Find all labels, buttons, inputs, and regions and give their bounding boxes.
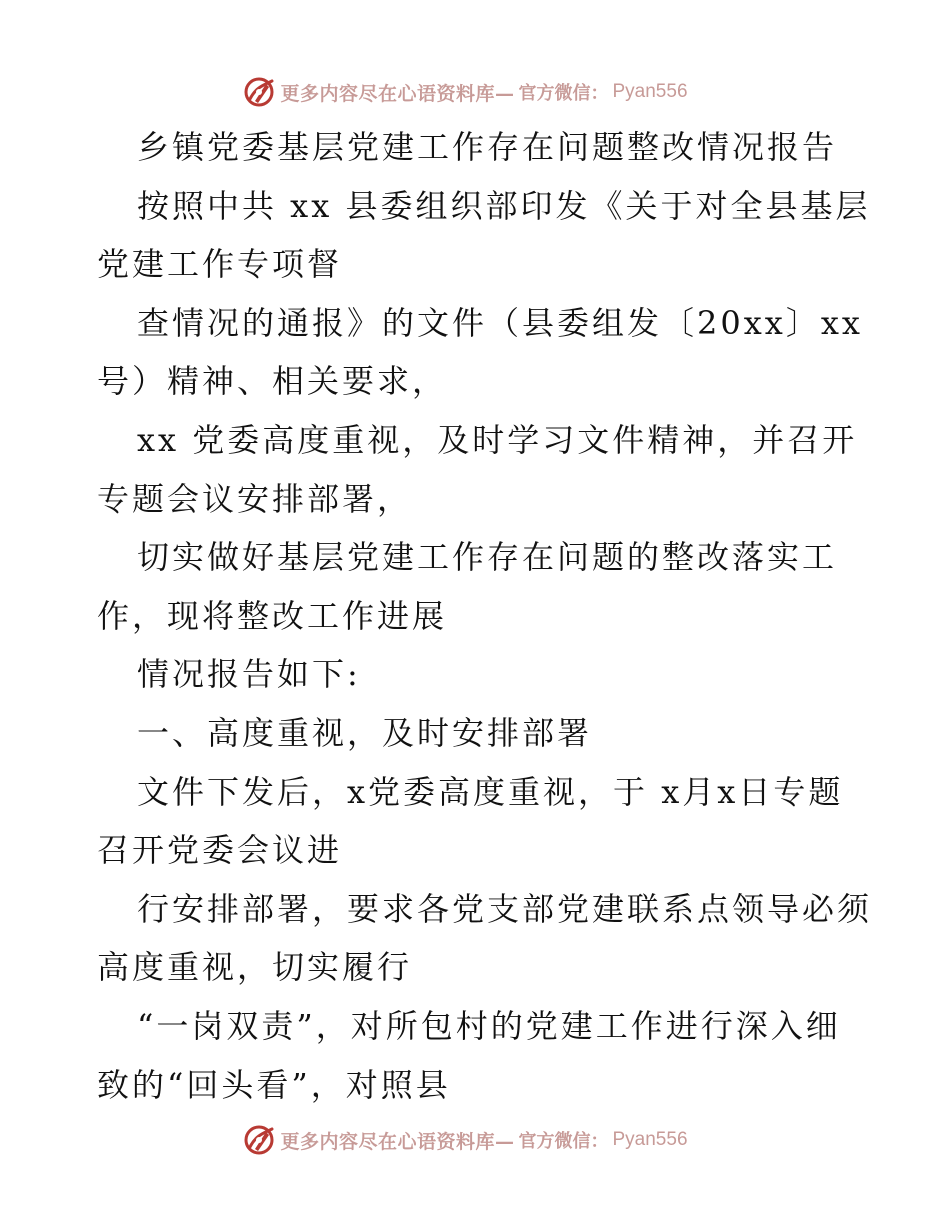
paragraph-line: 情况报告如下:	[137, 655, 361, 694]
banner-promo-text: 更多内容尽在心语资料库—	[280, 1130, 515, 1153]
banner-wechat-handle: Pyan556	[612, 81, 688, 102]
paragraph-line: 作，现将整改工作进展	[97, 596, 448, 635]
paragraph-line: 号）精神、相关要求，	[97, 362, 448, 401]
document-title: 乡镇党委基层党建工作存在问题整改情况报告	[137, 128, 838, 166]
banner-wechat-label: 官方微信：	[518, 83, 609, 104]
paragraph-line: 文件下发后，x党委高度重视，于 x月x日专题	[137, 772, 844, 811]
paragraph-line: 查情况的通报》的文件（县委组发〔20xx〕xx	[137, 303, 863, 342]
logo-icon	[242, 75, 276, 109]
paragraph-line: 高度重视，切实履行	[97, 948, 413, 987]
section-heading: 一、高度重视，及时安排部署	[137, 713, 593, 752]
banner-wechat-label: 官方微信：	[518, 1131, 609, 1152]
paragraph-line: 切实做好基层党建工作存在问题的整改落实工	[137, 538, 838, 577]
paragraph-line: 行安排部署，要求各党支部党建联系点领导必须	[137, 889, 873, 928]
document-body	[97, 118, 873, 1114]
paragraph-line: 党建工作专项督	[97, 245, 343, 284]
paragraph-line: 专题会议安排部署，	[97, 479, 413, 518]
paragraph-line: 按照中共 xx 县委组织部印发《关于对全县基层	[137, 186, 871, 225]
paragraph-line: “一岗双责”，对所包村的党建工作进行深入细	[137, 1006, 841, 1045]
paragraph-line: 召开党委会议进	[97, 831, 343, 870]
paragraph-line: xx 党委高度重视，及时学习文件精神，并召开	[137, 420, 858, 459]
banner-promo-text: 更多内容尽在心语资料库—	[280, 82, 515, 105]
header-watermark-banner	[0, 72, 950, 112]
banner-wechat-handle: Pyan556	[612, 1129, 688, 1150]
paragraph-line: 致的“回头看”，对照县	[97, 1065, 451, 1104]
footer-watermark-banner	[0, 1120, 950, 1160]
logo-icon	[242, 1123, 276, 1157]
